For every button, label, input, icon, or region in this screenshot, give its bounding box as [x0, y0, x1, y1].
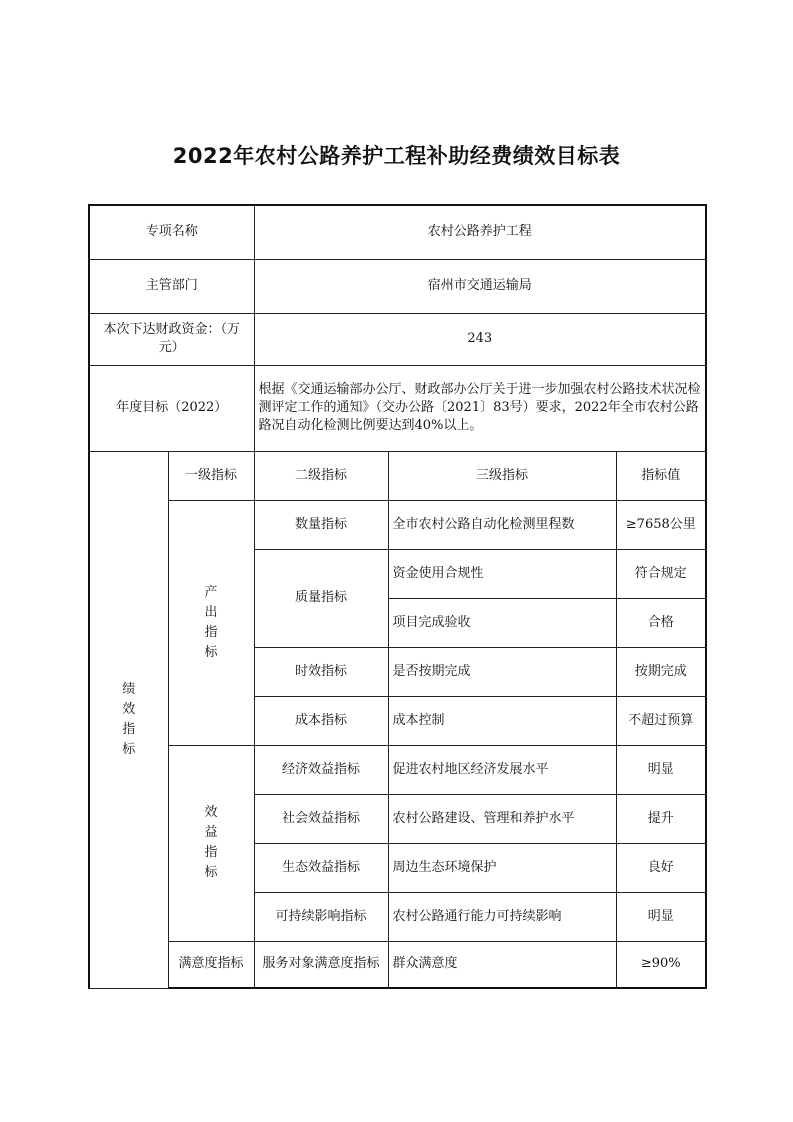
- indicator-header-row: [89, 451, 706, 500]
- level3-cell: 是否按期完成: [388, 647, 616, 696]
- level2-cell: 数量指标: [254, 500, 388, 549]
- project-name-value: 农村公路养护工程: [254, 205, 706, 259]
- value-cell: ≥90%: [616, 941, 706, 988]
- value-cell: 明显: [616, 745, 706, 794]
- header-level1: 一级指标: [168, 451, 254, 500]
- annual-goal-text: 根据《交通运输部办公厅、财政部办公厅关于进一步加强农村公路技术状况检测评定工作的通知》（交办公路〔2021〕83号）要求，2022年全市农村公路路况自动化检测比例要达到40%以上。: [254, 365, 706, 451]
- performance-target-table: [88, 204, 707, 989]
- funding-row: [89, 313, 706, 365]
- department-value: 宿州市交通运输局: [254, 259, 706, 313]
- level2-cell: 质量指标: [254, 549, 388, 647]
- level2-cell: 经济效益指标: [254, 745, 388, 794]
- level2-cell: 可持续影响指标: [254, 892, 388, 941]
- performance-indicator-label: 绩效指标: [89, 451, 168, 988]
- funding-value: 243: [254, 313, 706, 365]
- funding-label: 本次下达财政资金：（万元）: [89, 313, 254, 365]
- value-cell: 按期完成: [616, 647, 706, 696]
- value-cell: 良好: [616, 843, 706, 892]
- benefit-indicator-label: 效益指标: [168, 745, 254, 941]
- level2-cell: 社会效益指标: [254, 794, 388, 843]
- satisfaction-level1-cell: 满意度指标: [168, 941, 254, 988]
- level3-cell: 周边生态环境保护: [388, 843, 616, 892]
- department-row: [89, 259, 706, 313]
- department-label: 主管部门: [89, 259, 254, 313]
- header-level3: 三级指标: [388, 451, 616, 500]
- annual-goal-label: 年度目标（2022）: [89, 365, 254, 451]
- value-cell: 明显: [616, 892, 706, 941]
- level3-cell: 全市农村公路自动化检测里程数: [388, 500, 616, 549]
- table-row: [89, 941, 706, 988]
- value-cell: 符合规定: [616, 549, 706, 598]
- value-cell: 提升: [616, 794, 706, 843]
- level3-cell: 农村公路通行能力可持续影响: [388, 892, 616, 941]
- level3-cell: 项目完成验收: [388, 598, 616, 647]
- project-name-row: [89, 205, 706, 259]
- project-name-label: 专项名称: [89, 205, 254, 259]
- level2-cell: 生态效益指标: [254, 843, 388, 892]
- annual-goal-row: [89, 365, 706, 451]
- level3-cell: 资金使用合规性: [388, 549, 616, 598]
- level3-cell: 群众满意度: [388, 941, 616, 988]
- output-indicator-label: 产出指标: [168, 500, 254, 745]
- value-cell: 不超过预算: [616, 696, 706, 745]
- header-value: 指标值: [616, 451, 706, 500]
- table-row: [89, 500, 706, 549]
- table-row: [89, 745, 706, 794]
- level2-cell: 服务对象满意度指标: [254, 941, 388, 988]
- level2-cell: 成本指标: [254, 696, 388, 745]
- level3-cell: 成本控制: [388, 696, 616, 745]
- value-cell: 合格: [616, 598, 706, 647]
- value-cell: ≥7658公里: [616, 500, 706, 549]
- level3-cell: 农村公路建设、管理和养护水平: [388, 794, 616, 843]
- level3-cell: 促进农村地区经济发展水平: [388, 745, 616, 794]
- header-level2: 二级指标: [254, 451, 388, 500]
- page-title: 2022年农村公路养护工程补助经费绩效目标表: [172, 144, 621, 168]
- level2-cell: 时效指标: [254, 647, 388, 696]
